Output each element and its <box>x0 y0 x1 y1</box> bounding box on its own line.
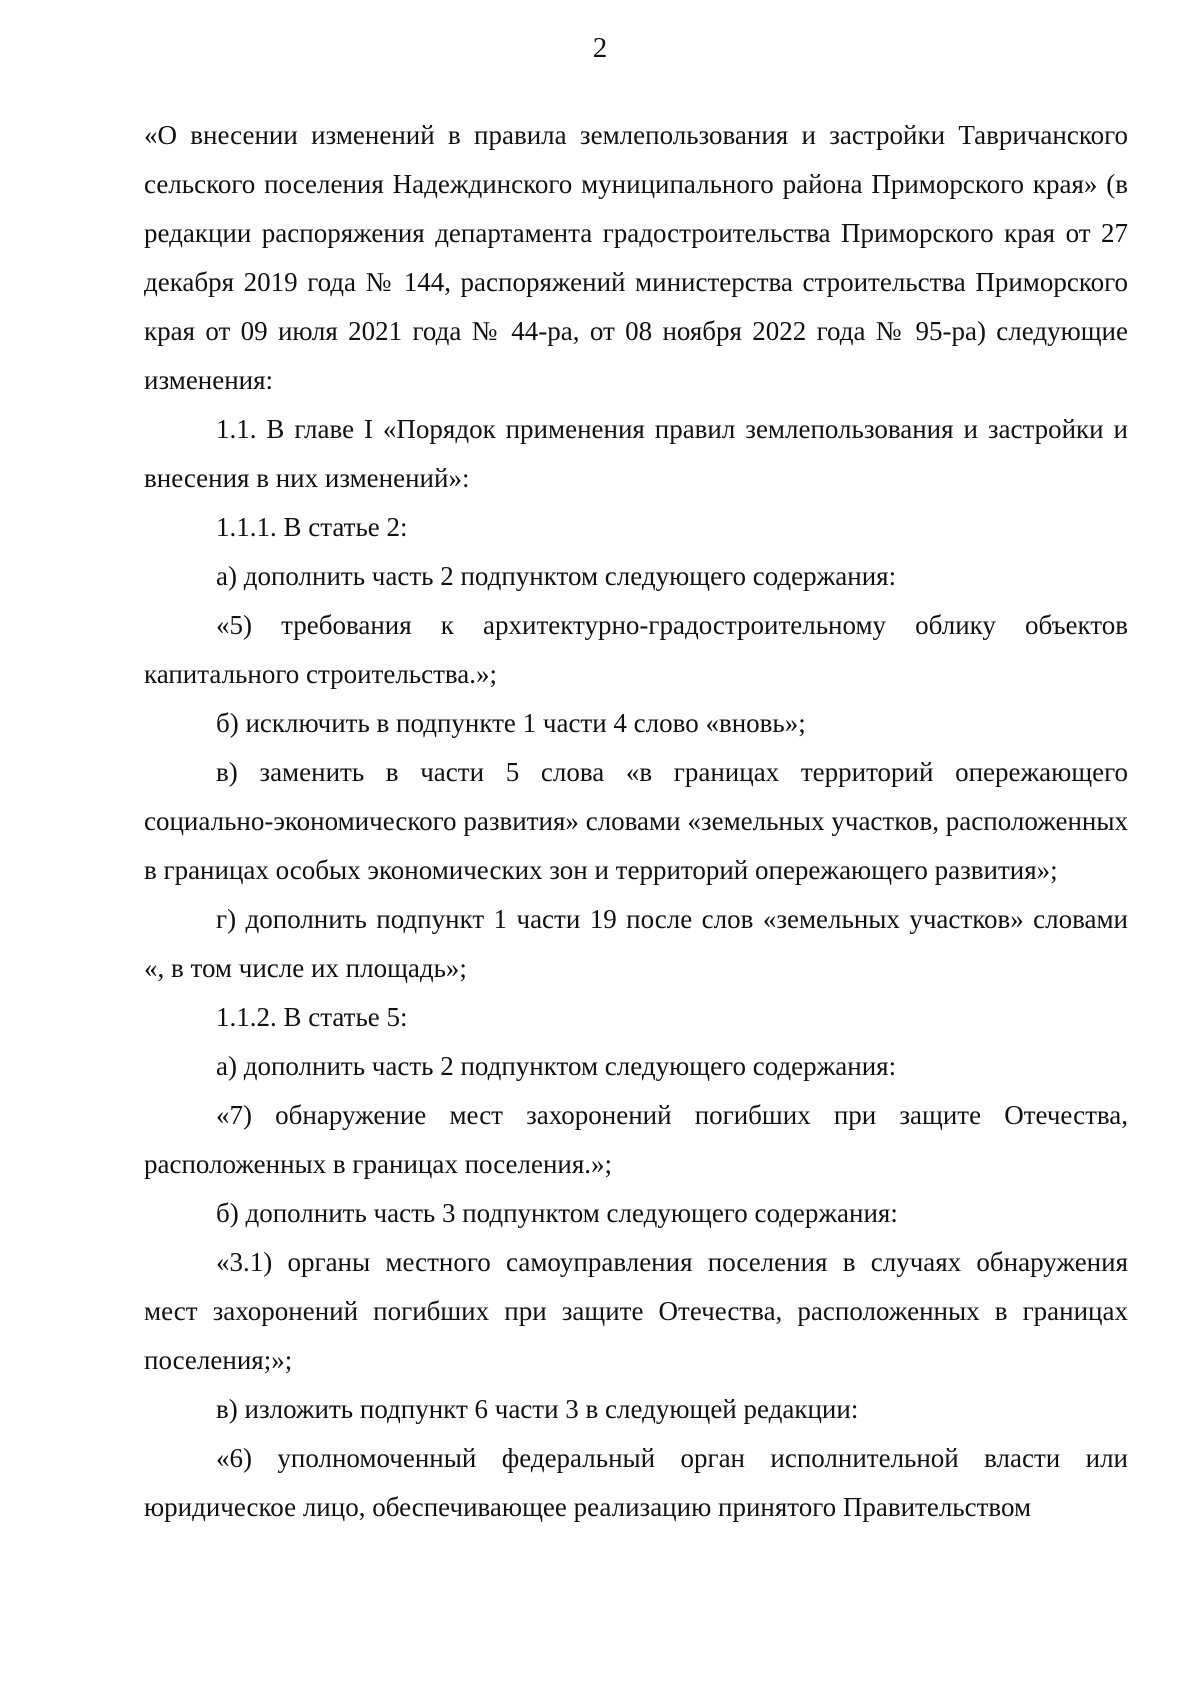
document-body <box>144 111 1128 1532</box>
paragraph: 1.1.1. В статье 2: <box>216 512 408 542</box>
paragraph: «5) требования к архитектурно-градостроительному облику объектов капитального строительства.»; <box>144 610 1128 689</box>
paragraph: в) заменить в части 5 слова «в границах территорий опережающего социально-экономического развития» словами «земельных участков, расположенных в границах особых экономических зон и территорий опережающего развития»; <box>144 757 1128 885</box>
paragraph: в) изложить подпункт 6 части 3 в следующей редакции: <box>216 1394 859 1424</box>
page-number: 2 <box>592 32 608 64</box>
paragraph: 1.1. В главе I «Порядок применения правил землепользования и застройки и внесения в них изменений»: <box>144 414 1128 493</box>
paragraph: 1.1.2. В статье 5: <box>216 1002 408 1032</box>
paragraph: а) дополнить часть 2 подпунктом следующего содержания: <box>216 561 897 591</box>
paragraph: а) дополнить часть 2 подпунктом следующего содержания: <box>216 1051 897 1081</box>
paragraph: «3.1) органы местного самоуправления поселения в случаях обнаружения мест захоронений погибших при защите Отечества, расположенных в границах поселения;»; <box>144 1247 1128 1375</box>
paragraph: «6) уполномоченный федеральный орган исполнительной власти или юридическое лицо, обеспечивающее реализацию принятого Правительством <box>144 1443 1128 1522</box>
paragraph: б) дополнить часть 3 подпунктом следующего содержания: <box>216 1198 898 1228</box>
paragraph: б) исключить в подпункте 1 части 4 слово «вновь»; <box>216 708 806 738</box>
paragraph: «7) обнаружение мест захоронений погибших при защите Отечества, расположенных в границах поселения.»; <box>144 1100 1128 1179</box>
paragraph: «О внесении изменений в правила землепользования и застройки Тавричанского сельского поселения Надеждинского муниципального района Приморского края» (в редакции распоряжения департамента градостроительства Приморского края от 27 декабря 2019 года № 144, распоряжений министерства строительства Приморского края от 09 июля 2021 года № 44-ра, от 08 ноября 2022 года № 95-ра) следующие изменения: <box>144 120 1128 395</box>
paragraph: г) дополнить подпункт 1 части 19 после слов «земельных участков» словами «, в том числе их площадь»; <box>144 904 1128 983</box>
